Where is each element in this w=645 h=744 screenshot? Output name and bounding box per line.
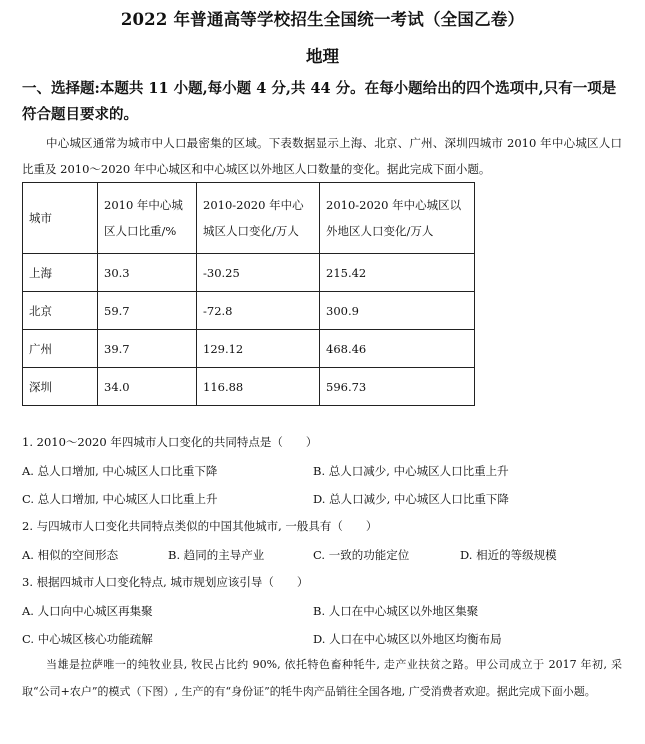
table-cell: 59.7 xyxy=(98,292,197,330)
question-1-option-c[interactable]: C. 总人口增加, 中心城区人口比重上升 xyxy=(22,492,218,506)
question-1-option-b[interactable]: B. 总人口减少, 中心城区人口比重上升 xyxy=(313,464,509,478)
table-cell: 215.42 xyxy=(320,254,475,292)
question-3-stem: 3. 根据四城市人口变化特点, 城市规划应该引导（ ） xyxy=(22,575,309,589)
intro-paragraph: 中心城区通常为城市中人口最密集的区域。下表数据显示上海、北京、广州、深圳四城市 2010 年中心城区人口比重及 2010～2020 年中心城区和中心城区以外地区人口数量的变化。据此完成下面小题。 xyxy=(22,136,622,176)
section-heading: 一、选择题:本题共 11 小题,每小题 4 分,共 44 分。在每小题给出的四个选项中,只有一项是符合题目要求的。 xyxy=(22,80,617,123)
table-row xyxy=(23,330,475,368)
table-cell: 39.7 xyxy=(98,330,197,368)
question-3-option-d[interactable]: D. 人口在中心城区以外地区均衡布局 xyxy=(313,632,502,646)
second-intro-paragraph: 当雄是拉萨唯一的纯牧业县, 牧民占比约 90%, 依托特色畜种牦牛, 走产业扶贫之路。甲公司成立于 2017 年初, 采取“公司+农户”的模式（下图）, 生产的有“身份证”的牦牛肉产品销往全国各地, 广受消费者欢迎。据此完成下面小题。 xyxy=(22,658,622,698)
exam-title: 2022 年普通高等学校招生全国统一考试（全国乙卷） xyxy=(120,10,525,29)
table-cell: 深圳 xyxy=(23,368,98,406)
table-cell: 116.88 xyxy=(197,368,320,406)
question-3-option-c[interactable]: C. 中心城区核心功能疏解 xyxy=(22,632,153,646)
table-cell: 468.46 xyxy=(320,330,475,368)
question-1-option-a[interactable]: A. 总人口增加, 中心城区人口比重下降 xyxy=(22,464,218,478)
table-cell: 34.0 xyxy=(98,368,197,406)
question-2-stem: 2. 与四城市人口变化共同特点类似的中国其他城市, 一般具有（ ） xyxy=(22,519,378,533)
table-cell: 广州 xyxy=(23,330,98,368)
table-row xyxy=(23,292,475,330)
table-cell: 北京 xyxy=(23,292,98,330)
exam-subject: 地理 xyxy=(306,47,339,66)
table-header-cell: 2010 年中心城区人口比重/% xyxy=(98,183,197,254)
question-2-option-c[interactable]: C. 一致的功能定位 xyxy=(313,548,410,562)
population-table xyxy=(22,182,475,406)
table-row xyxy=(23,254,475,292)
table-header-cell: 城市 xyxy=(23,183,98,254)
table-header-row xyxy=(23,183,475,254)
table-cell: 129.12 xyxy=(197,330,320,368)
table-cell: -72.8 xyxy=(197,292,320,330)
table-cell: 596.73 xyxy=(320,368,475,406)
question-2-option-d[interactable]: D. 相近的等级规模 xyxy=(460,548,557,562)
table-cell: -30.25 xyxy=(197,254,320,292)
question-1-option-d[interactable]: D. 总人口减少, 中心城区人口比重下降 xyxy=(313,492,509,506)
question-2-option-a[interactable]: A. 相似的空间形态 xyxy=(22,548,119,562)
table-header-cell: 2010-2020 年中心城区以外地区人口变化/万人 xyxy=(320,183,475,254)
question-2-option-b[interactable]: B. 趋同的主导产业 xyxy=(168,548,265,562)
question-3-option-b[interactable]: B. 人口在中心城区以外地区集聚 xyxy=(313,604,479,618)
table-cell: 300.9 xyxy=(320,292,475,330)
question-1-stem: 1. 2010～2020 年四城市人口变化的共同特点是（ ） xyxy=(22,435,318,449)
table-header-cell: 2010-2020 年中心城区人口变化/万人 xyxy=(197,183,320,254)
table-row xyxy=(23,368,475,406)
table-cell: 30.3 xyxy=(98,254,197,292)
table-cell: 上海 xyxy=(23,254,98,292)
question-3-option-a[interactable]: A. 人口向中心城区再集聚 xyxy=(22,604,153,618)
